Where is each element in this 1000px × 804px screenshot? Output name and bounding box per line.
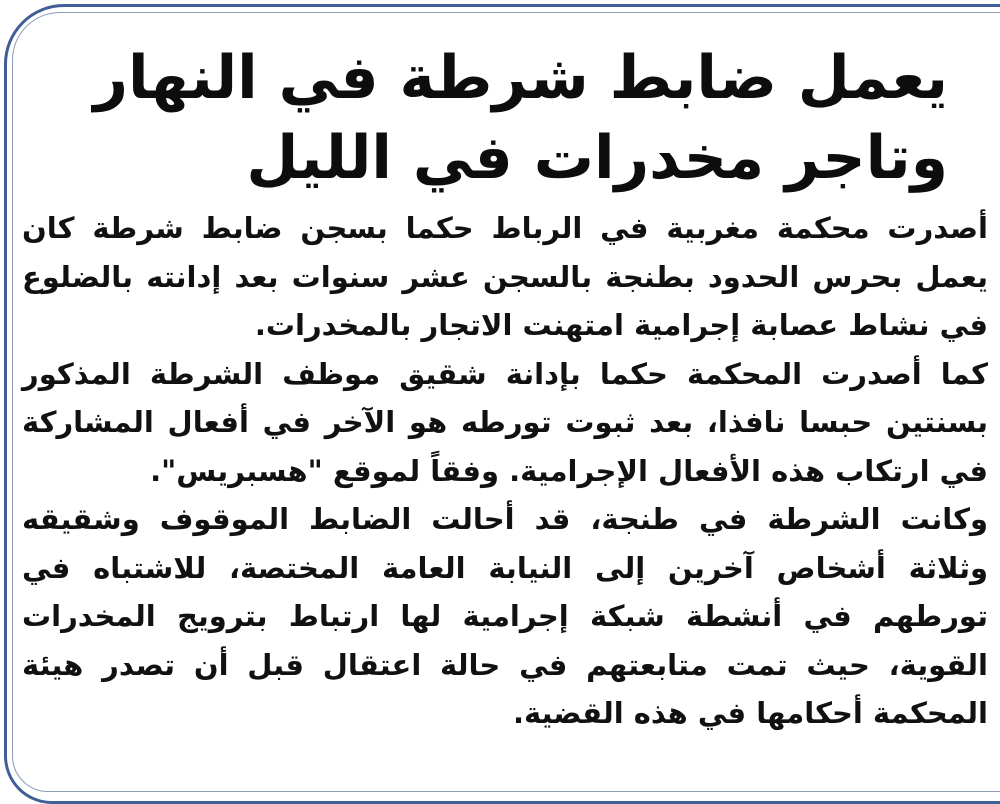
article-paragraph-3: وكانت الشرطة في طنجة، قد أحالت الضابط الموقوف وشقيقه وثلاثة أشخاص آخرين إلى النيابة العامة المختصة، للاشتباه في تورطهم في أنشطة شبكة إجرامية لها ارتباط بترويج المخدرات القوية، حيث تمت متابعتهم في حالة اعتقال قبل أن تصدر هيئة المحكمة أحكامها في هذه القضية. [22,502,988,730]
article-body [22,204,988,738]
article-paragraph-1: أصدرت محكمة مغربية في الرباط حكما بسجن ضابط شرطة كان يعمل بحرس الحدود بطنجة بالسجن عشر سنوات بعد إدانته بالضلوع في نشاط عصابة إجرامية امتهنت الاتجار بالمخدرات. [22,211,988,342]
article-headline: يعمل ضابط شرطة في النهار وتاجر مخدرات في الليل [93,43,948,193]
article-paragraph-2: كما أصدرت المحكمة حكما بإدانة شقيق موظف الشرطة المذكور بسنتين حبسا نافذا، بعد ثبوت تورطه هو الآخر في أفعال المشاركة في ارتكاب هذه الأفعال الإجرامية. وفقاً لموقع "هسبريس". [22,356,988,488]
news-article [22,20,988,750]
